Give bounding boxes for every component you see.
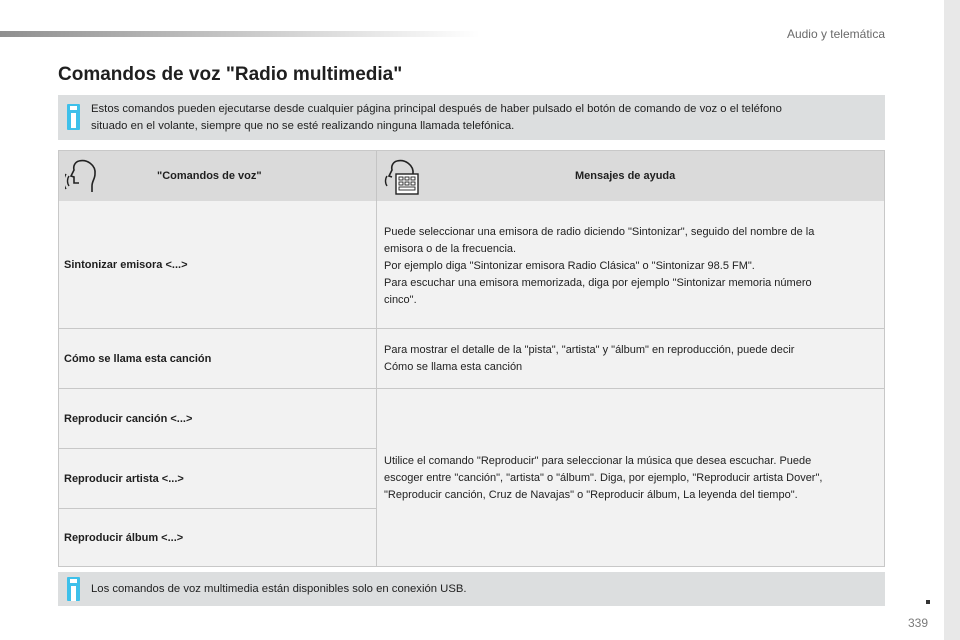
header-decor-bar: [0, 31, 480, 37]
help-text: [384, 453, 876, 504]
page-edge-strip: [944, 0, 960, 640]
help-line: cinco".: [384, 294, 417, 306]
command-label: Cómo se llama esta canción: [64, 353, 212, 365]
table-header-commands-label: "Comandos de voz": [157, 170, 262, 182]
help-line: Para mostrar el detalle de la "pista", "artista" y "álbum" en reproducción, puede decir: [384, 344, 795, 356]
command-label: Reproducir canción <...>: [64, 413, 193, 425]
command-label: Reproducir álbum <...>: [64, 532, 184, 544]
table-row: [59, 509, 377, 566]
help-cell: [377, 201, 884, 329]
page-marker: [926, 600, 930, 604]
help-line: Cómo se llama esta canción: [384, 361, 523, 373]
table-row: [59, 389, 377, 449]
info-icon: [67, 577, 80, 601]
page-number: 339: [908, 616, 929, 630]
help-line: "Reproducir canción, Cruz de Navajas" o "Reproducir álbum, La leyenda del tiempo".: [384, 489, 798, 501]
intro-note: [58, 95, 885, 140]
help-line: Para escuchar una emisora memorizada, diga por ejemplo "Sintonizar memoria número: [384, 277, 812, 289]
help-line: escoger entre "canción", "artista" o "álbum". Diga, por ejemplo, "Reproducir artista Dover",: [384, 472, 823, 484]
intro-note-line: Estos comandos pueden ejecutarse desde cualquier página principal después de haber pulsado el botón de comando de voz o el teléfono: [91, 103, 782, 115]
help-text: [384, 342, 876, 376]
table-row: [59, 449, 377, 509]
help-cell: [377, 389, 884, 566]
table-header-help: [377, 151, 884, 201]
help-line: Puede seleccionar una emisora de radio diciendo "Sintonizar", seguido del nombre de la: [384, 226, 815, 238]
voice-commands-table: [58, 150, 885, 567]
bottom-note: [58, 572, 885, 606]
table-header-help-label: Mensajes de ayuda: [575, 170, 676, 182]
intro-note-line: situado en el volante, siempre que no se esté realizando ninguna llamada telefónica.: [91, 120, 515, 132]
table-header-commands: [59, 151, 377, 201]
bottom-note-text: Los comandos de voz multimedia están disponibles solo en conexión USB.: [91, 583, 467, 595]
help-line: emisora o de la frecuencia.: [384, 243, 517, 255]
table-row: [59, 201, 377, 329]
help-text: [384, 224, 876, 309]
command-label: Sintonizar emisora <...>: [64, 259, 188, 271]
voice-keypad-icon: [383, 157, 419, 195]
table-row: [59, 329, 377, 389]
page-title: Comandos de voz "Radio multimedia": [58, 64, 403, 85]
intro-note-text: [91, 101, 871, 135]
voice-command-icon: [65, 157, 101, 195]
info-icon: [67, 104, 80, 130]
help-line: Utilice el comando "Reproducir" para seleccionar la música que desea escuchar. Puede: [384, 455, 812, 467]
help-line: Por ejemplo diga "Sintonizar emisora Radio Clásica" o "Sintonizar 98.5 FM".: [384, 260, 755, 272]
command-label: Reproducir artista <...>: [64, 473, 184, 485]
section-header: Audio y telemática: [786, 27, 885, 41]
help-cell: [377, 329, 884, 389]
